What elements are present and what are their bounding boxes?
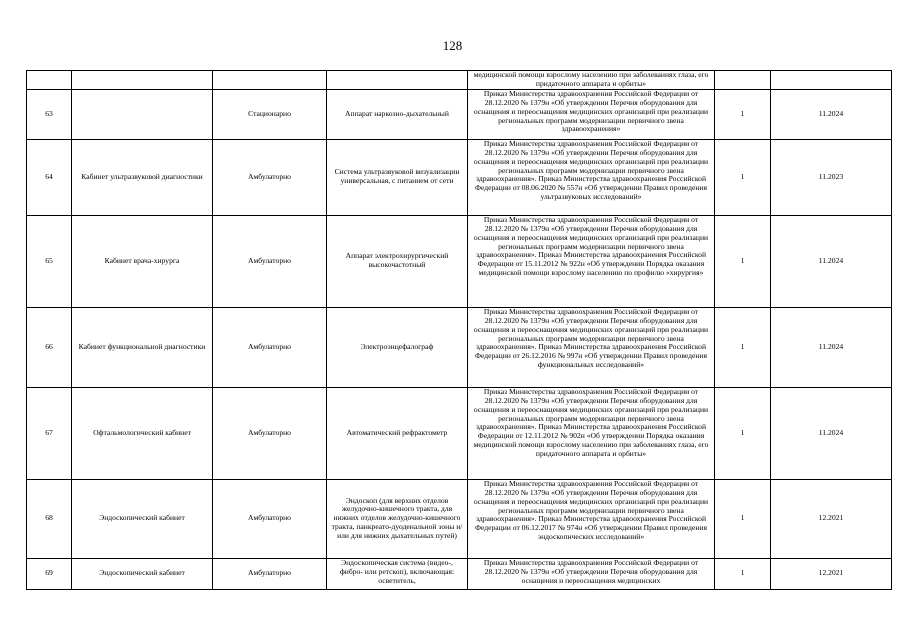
equipment-table [26,70,892,590]
quantity-cell: 1 [715,139,771,215]
conditions-cell: Амбулаторно [213,215,327,307]
basis-cell: Приказ Министерства здравоохранения Российской Федерации от 28.12.2020 № 1379н «Об утверждении Перечня оборудования для оснащения и переоснащения медицинских [468,558,715,589]
row-number: 66 [27,307,72,387]
row-number: 69 [27,558,72,589]
equipment-cell: Эндоскоп (для верхних отделов желудочно-кишечного тракта, для нижних отделов желудочно-кишечного тракта, панкреато-дуоденальной зоны и/или для нижних дыхательных путей) [327,479,468,558]
conditions-cell: Амбулаторно [213,387,327,479]
basis-cell: Приказ Министерства здравоохранения Российской Федерации от 28.12.2020 № 1379н «Об утверждении Перечня оборудования для оснащения и переоснащения медицинских организаций при реализации региональных программ модернизации первичного звена здравоохранения». Приказ Министерства здравоохранения Российской Федерации от 12.11.2012 № 902н «Об утверждении Порядка оказания медицинской помощи взрослому населению при заболеваниях глаза, его придаточного аппарата и орбиты» [468,387,715,479]
table-row [27,558,892,589]
deadline-cell: 11.2024 [771,307,892,387]
quantity-cell: 1 [715,558,771,589]
room-cell: Кабинет ультразвуковой диагностики [72,139,213,215]
equipment-cell: Эндоскопическая система (видео-, фибро- или ретскоп), включающая: осветитель, [327,558,468,589]
room-cell: Кабинет врача-хирурга [72,215,213,307]
row-number: 63 [27,89,72,139]
basis-cell: медицинской помощи взрослому населению при заболеваниях глаза, его придаточного аппарата и орбиты» [468,71,715,90]
basis-cell: Приказ Министерства здравоохранения Российской Федерации от 28.12.2020 № 1379н «Об утверждении Перечня оборудования для оснащения и переоснащения медицинских организаций при реализации региональных программ модернизации первичного звена здравоохранения». Приказ Министерства здравоохранения Российской Федерации от 06.12.2017 № 974н «Об утверждении Правил проведения эндоскопических исследований» [468,479,715,558]
table-row [27,89,892,139]
conditions-cell: Амбулаторно [213,307,327,387]
deadline-cell: 11.2024 [771,215,892,307]
row-number: 67 [27,387,72,479]
basis-cell: Приказ Министерства здравоохранения Российской Федерации от 28.12.2020 № 1379н «Об утверждении Перечня оборудования для оснащения и переоснащения медицинских организаций при реализации региональных программ модернизации первичного звена здравоохранения». Приказ Министерства здравоохранения Российской Федерации от 26.12.2016 № 997н «Об утверждении Правил проведения функциональных исследований» [468,307,715,387]
row-number [27,71,72,90]
page-number: 128 [442,38,463,53]
quantity-cell: 1 [715,215,771,307]
table-row [27,387,892,479]
deadline-cell: 12.2021 [771,479,892,558]
room-cell: Эндоскопический кабинет [72,479,213,558]
deadline-cell: 11.2023 [771,139,892,215]
quantity-cell [715,71,771,90]
row-number: 64 [27,139,72,215]
quantity-cell: 1 [715,387,771,479]
quantity-cell: 1 [715,89,771,139]
row-number: 68 [27,479,72,558]
table-row [27,307,892,387]
quantity-cell: 1 [715,307,771,387]
basis-cell: Приказ Министерства здравоохранения Российской Федерации от 28.12.2020 № 1379н «Об утверждении Перечня оборудования для оснащения и переоснащения медицинских организаций при реализации региональных программ модернизации первичного звена здравоохранения». Приказ Министерства здравоохранения Российской Федерации от 15.11.2012 № 922н «Об утверждении Порядка оказания медицинской помощи взрослому населению по профилю «хирургия» [468,215,715,307]
basis-cell: Приказ Министерства здравоохранения Российской Федерации от 28.12.2020 № 1379н «Об утверждении Перечня оборудования для оснащения и переоснащения медицинских организаций при реализации региональных программ модернизации первичного звена здравоохранения». Приказ Министерства здравоохранения Российской Федерации от 08.06.2020 № 557н «Об утверждении Правил проведения ультразвуковых исследований» [468,139,715,215]
row-number: 65 [27,215,72,307]
equipment-cell: Электроэнцефалограф [327,307,468,387]
room-cell [72,71,213,90]
equipment-cell: Система ультразвуковой визуализации универсальная, с питанием от сети [327,139,468,215]
deadline-cell [771,71,892,90]
quantity-cell: 1 [715,479,771,558]
equipment-cell: Аппарат наркозно-дыхательный [327,89,468,139]
deadline-cell: 11.2024 [771,89,892,139]
conditions-cell [213,71,327,90]
table-row [27,215,892,307]
equipment-cell: Автоматический рефрактометр [327,387,468,479]
conditions-cell: Стационарно [213,89,327,139]
equipment-cell: Аппарат электрохирургический высокочастотный [327,215,468,307]
table-row [27,479,892,558]
room-cell [72,89,213,139]
deadline-cell: 12.2021 [771,558,892,589]
conditions-cell: Амбулаторно [213,558,327,589]
conditions-cell: Амбулаторно [213,479,327,558]
room-cell: Офтальмологический кабинет [72,387,213,479]
table-row [27,139,892,215]
room-cell: Кабинет функциональной диагностики [72,307,213,387]
room-cell: Эндоскопический кабинет [72,558,213,589]
table-row [27,71,892,90]
equipment-cell [327,71,468,90]
deadline-cell: 11.2024 [771,387,892,479]
conditions-cell: Амбулаторно [213,139,327,215]
basis-cell: Приказ Министерства здравоохранения Российской Федерации от 28.12.2020 № 1379н «Об утверждении Перечня оборудования для оснащения и переоснащения медицинских организаций при реализации региональных программ модернизации первичного звена здравоохранения» [468,89,715,139]
